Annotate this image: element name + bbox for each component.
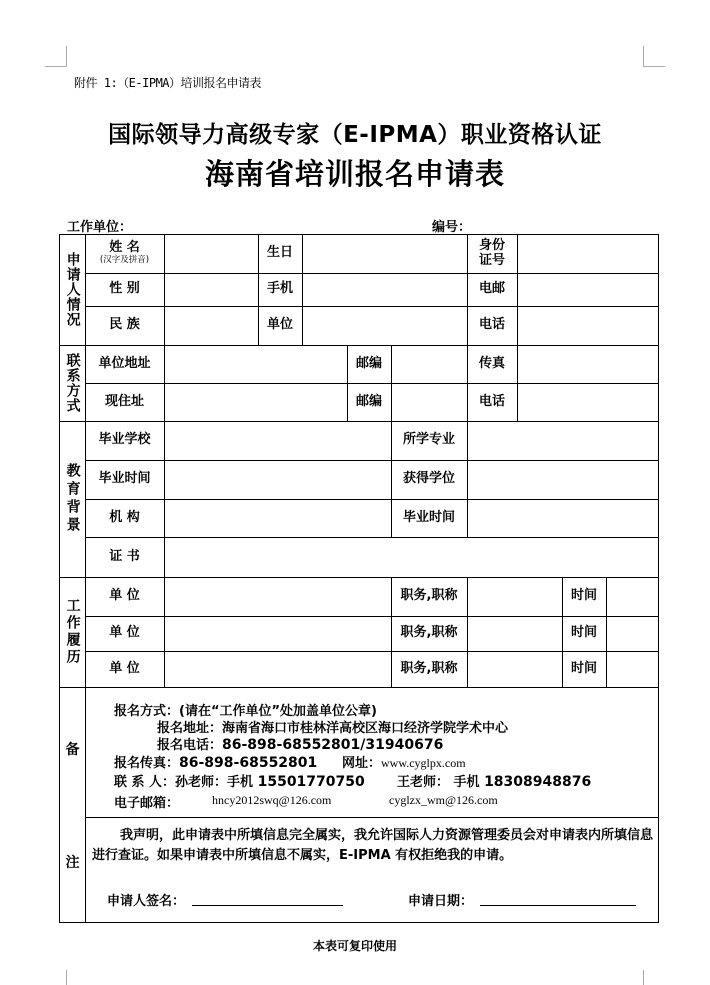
crop-mark <box>643 46 644 67</box>
name-field[interactable] <box>165 235 257 272</box>
contact-persons: 联 系 人：孙老师：手机 15501770750 <box>114 774 365 790</box>
work-unit-label-2: 单 位 <box>109 625 140 641</box>
position-title-field-1[interactable] <box>468 578 561 615</box>
mobile-label: 手机 <box>266 281 293 297</box>
registration-fax: 报名传真：86-898-68552801 <box>114 755 318 771</box>
position-title-label-2: 职务,职称 <box>400 625 458 641</box>
section-contact-label: 联系方式 <box>64 353 81 413</box>
graduation-time-field[interactable] <box>165 461 390 498</box>
footer-note: 本表可复印使用 <box>312 939 397 953</box>
gender-label: 性 别 <box>109 281 140 297</box>
position-title-label-3: 职务,职称 <box>400 660 458 676</box>
section-applicant-label: 申请人情况 <box>64 252 81 327</box>
work-time-field-3[interactable] <box>607 652 658 686</box>
crop-mark <box>66 970 67 985</box>
crop-mark <box>66 46 67 67</box>
institution-label: 机 构 <box>109 509 140 525</box>
email-label: 电邮 <box>478 281 505 297</box>
email-field[interactable] <box>518 274 658 305</box>
unit-address-label: 单位地址 <box>98 355 151 371</box>
work-unit-field-3[interactable] <box>165 652 390 686</box>
position-title-field-3[interactable] <box>468 652 561 686</box>
email-label-remarks: 电子邮箱： <box>114 796 180 811</box>
ethnicity-field[interactable] <box>165 307 257 344</box>
id-number-field[interactable] <box>518 235 658 272</box>
signature-label: 申请人签名： <box>107 894 186 909</box>
unit-label: 单位 <box>266 317 293 333</box>
work-time-field-2[interactable] <box>607 617 658 650</box>
title-line-1: 国际领导力高级专家（E-IPMA）职业资格认证 <box>108 122 602 148</box>
signature-field[interactable] <box>192 905 343 906</box>
email-address-1[interactable]: hncy2012swq@126.com <box>212 793 332 807</box>
phone-field[interactable] <box>518 307 658 344</box>
title-line-2: 海南省培训报名申请表 <box>204 157 505 191</box>
major-label: 所学专业 <box>402 432 455 448</box>
work-unit-label-1: 单 位 <box>109 588 140 604</box>
work-time-label-2: 时间 <box>570 625 597 641</box>
application-date-field[interactable] <box>480 905 636 906</box>
work-unit-field-2[interactable] <box>165 617 390 650</box>
current-address-field[interactable] <box>165 384 346 420</box>
fax-field[interactable] <box>518 346 658 382</box>
phone-label: 电话 <box>478 317 505 333</box>
position-title-field-2[interactable] <box>468 617 561 650</box>
certificate-label: 证 书 <box>109 548 140 564</box>
work-unit-label-3: 单 位 <box>109 660 140 676</box>
id-number-label: 身份证号 <box>478 237 505 268</box>
application-date-label: 申请日期： <box>408 894 474 909</box>
declaration-text: 我声明，此申请表中所填信息完全属实，我允许国际人力资源管理委员会对申请表内所填信息进行查证。如果申请表中所填信息不属实，E-IPMA 有权拒绝我的申请。 <box>92 828 654 863</box>
registration-address: 报名地址：海南省海口市桂林洋高校区海口经济学院学术中心 <box>157 721 509 736</box>
major-field[interactable] <box>468 422 658 459</box>
section-remarks-label-top: 备 <box>65 741 80 758</box>
graduation-time-label-2: 毕业时间 <box>402 509 455 525</box>
graduation-time-label: 毕业时间 <box>98 471 151 487</box>
school-label: 毕业学校 <box>98 432 151 448</box>
ethnicity-label: 民 族 <box>109 317 140 333</box>
work-time-label-3: 时间 <box>570 660 597 676</box>
contact-phone-field[interactable] <box>518 384 658 420</box>
birthday-label: 生日 <box>266 245 293 261</box>
registration-method: 报名方式：(请在“工作单位”处加盖单位公章) <box>114 704 377 719</box>
attachment-line: 附件 1:（E-IPMA）培训报名申请表 <box>74 76 262 90</box>
unit-address-field[interactable] <box>165 346 346 382</box>
work-unit-label: 工作单位： <box>67 220 133 235</box>
graduation-time-field-2[interactable] <box>468 500 658 536</box>
postcode-label-2: 邮编 <box>355 393 382 409</box>
crop-mark <box>643 66 665 67</box>
website-link[interactable]: www.cyglpx.com <box>381 756 466 770</box>
number-label: 编号： <box>432 220 472 235</box>
postcode-field[interactable] <box>392 346 466 382</box>
postcode-label: 邮编 <box>355 355 382 371</box>
fax-label: 传真 <box>478 355 505 371</box>
postcode-field-2[interactable] <box>392 384 466 420</box>
section-divider <box>59 687 659 688</box>
degree-label: 获得学位 <box>402 471 455 487</box>
work-time-label-1: 时间 <box>570 588 597 604</box>
website: 网址：www.cyglpx.com <box>342 756 466 771</box>
gender-field[interactable] <box>165 274 257 305</box>
crop-mark <box>643 970 644 985</box>
institution-field[interactable] <box>165 500 390 536</box>
work-time-field-1[interactable] <box>607 578 658 615</box>
current-address-label: 现住址 <box>104 393 144 409</box>
school-field[interactable] <box>165 422 390 459</box>
section-education-label: 教育背景 <box>64 463 81 535</box>
contact-person-2: 王老师： 手机 18308948876 <box>397 774 592 790</box>
degree-field[interactable] <box>468 461 658 498</box>
birthday-field[interactable] <box>303 235 466 272</box>
section-remarks-label-bottom: 注 <box>65 854 80 871</box>
email-address-2[interactable]: cyglzx_wm@126.com <box>389 793 498 807</box>
contact-phone-label: 电话 <box>478 393 505 409</box>
unit-field[interactable] <box>303 307 466 344</box>
mobile-field[interactable] <box>303 274 466 305</box>
registration-phone: 报名电话：86-898-68552801/31940676 <box>157 737 444 753</box>
section-divider <box>85 817 659 818</box>
crop-mark <box>45 66 67 67</box>
position-title-label-1: 职务,职称 <box>400 588 458 604</box>
certificate-field[interactable] <box>165 538 658 576</box>
name-hint: (汉字及拼音) <box>99 255 150 266</box>
work-unit-field-1[interactable] <box>165 578 390 615</box>
section-work-label: 工作履历 <box>64 598 81 666</box>
name-label: 姓 名 (汉字及拼音) <box>99 240 150 266</box>
